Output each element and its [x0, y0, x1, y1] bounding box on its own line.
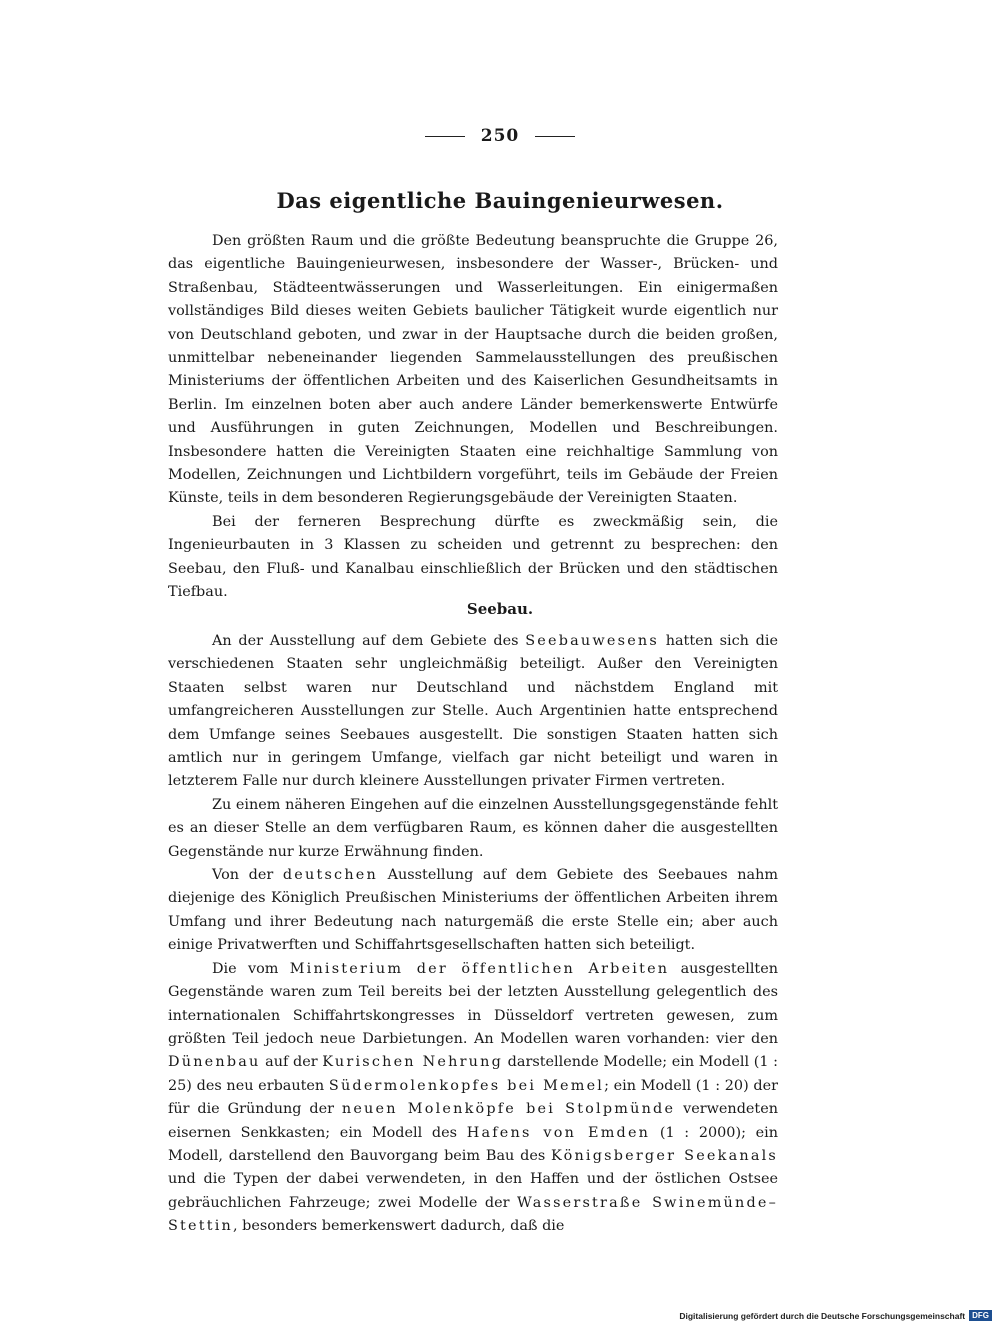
emphasis-text: Ministerium der öffentlichen Arbeiten [289, 960, 670, 977]
emphasis-text: Königsberger Seekanals [551, 1147, 778, 1164]
emphasis-text: Seebauwesens [525, 633, 659, 649]
emphasis-text: Kurischen Nehrung [322, 1054, 503, 1071]
emphasis-text: deutschen [282, 867, 378, 884]
paragraph: Den größten Raum und die größte Bedeutung beanspruchte die Gruppe 26, das eigentliche Bauingenieurwesen, insbesondere der Wasser-, Brücken- und Straßenbau, Städteentwässerungen und Wasserleitungen. Ein einigermaßen vollständiges Bild dieses weiten Gebiets baulicher Tätigkeit wurde eigentlich nur von Deutschland geboten, und zwar in der Hauptsache durch die beiden großen, unmittelbar nebeneinander liegenden Sammelausstellungen des preußischen Ministeriums der öffentlichen Arbeiten und des Kaiserlichen Gesundheitsamts in Berlin. Im einzelnen boten aber auch andere Länder bemerkenswerte Entwürfe und Ausführungen in guten Zeichnungen, Modellen und Beschreibungen. Insbesondere hatten die Vereinigten Staaten eine reichhaltige Sammlung von Modellen, Zeichnungen und Lichtbildern vorgeführt, teils im Gebäude der Freien Künste, teils in dem besonderen Regierungsgebäude der Vereinigten Staaten. [168, 233, 778, 507]
text-run: An der Ausstellung auf dem Gebiete des [212, 633, 526, 649]
page-header [0, 126, 1000, 146]
text-run: auf der [260, 1054, 323, 1071]
text-run: ; ein Modell (1 : 20) der für die Gründung der [168, 1077, 779, 1118]
emphasis-text: Wasserstraße Swinemünde–Stettin [168, 1194, 778, 1235]
text-run: ausgestellten Gegenstände waren zum Teil bereits bei der letzten Ausstellung gelegentlich des internationalen Schiffahrtskongresses in Düsseldorf vertreten gewesen, zum größten Teil jedoch neue Darbietungen. An Modellen waren vorhanden: vier den [168, 960, 779, 1047]
emphasis-text: Dünenbau [168, 1054, 261, 1071]
digitization-footer [679, 1310, 992, 1321]
dfg-logo: DFG [969, 1310, 992, 1321]
text-run: verwendeten eisernen Senkkasten; ein Modell des [168, 1101, 778, 1141]
text-run: darstellende Modelle; ein Modell (1 : 25) des neu erbauten [168, 1054, 778, 1094]
emphasis-text: Südermolenkopfes bei Memel [328, 1077, 605, 1094]
text-run: Ausstellung auf dem Gebiete des Seebaues nahm diejenige des Königlich Preußischen Ministeriums der öffentlichen Arbeiten ihrem Umfang und ihrer Bedeutung nach naturgemäß die erste Stelle ein; aber auch einige Privatwerften und Schiffahrtsgesellschaften hatten sich beteiligt. [168, 867, 779, 954]
text-run: Die vom [212, 960, 290, 977]
paragraph [168, 630, 778, 794]
text-run: , besonders bemerkenswert dadurch, daß die [233, 1218, 565, 1235]
footer-text: Digitalisierung gefördert durch die Deutsche Forschungsgemeinschaft [679, 1310, 966, 1321]
section-title: Das eigentliche Bauingenieurwesen. [276, 188, 724, 213]
paragraph [168, 958, 778, 1239]
paragraph: Zu einem näheren Eingehen auf die einzelnen Ausstellungsgegenstände fehlt es an dieser Stelle an dem verfügbaren Raum, es können daher die ausgestellten Gegenstände nur kurze Erwähnung finden. [168, 796, 778, 860]
text-run: Von der [212, 867, 283, 884]
emphasis-text: Hafens von Emden [466, 1124, 651, 1141]
page-number: 250 [480, 126, 520, 146]
paragraph [168, 864, 778, 958]
text-run: (1 : 2000); ein Modell, darstellend den Bauvorgang beim Bau des [168, 1124, 779, 1164]
header-rule-right [535, 136, 575, 137]
section-body-2 [168, 630, 778, 1239]
header-rule-left [425, 136, 465, 137]
emphasis-text: neuen Molenköpfe bei Stolpmünde [341, 1101, 676, 1118]
paragraph: Bei der ferneren Besprechung dürfte es zweckmäßig sein, die Ingenieurbauten in 3 Klassen zu scheiden und getrennt zu besprechen: den Seebau, den Fluß- und Kanalbau einschließlich der Brücken und den städtischen Tiefbau. [168, 513, 778, 601]
text-run: hatten sich die verschiedenen Staaten sehr ungleichmäßig beteiligt. Außer den Vereinigten Staaten selbst waren nur Deutschland und nächstdem England mit umfangreicheren Ausstellungen zur Stelle. Auch Argentinien hatte entsprechend dem Umfange seines Seebaues ausgestellt. Die sonstigen Staaten hatten sich amtlich nur in geringem Umfange, vielfach gar nicht beteiligt und waren in letzterem Falle nur durch kleinere Ausstellungen privater Firmen vertreten. [168, 633, 778, 790]
section-body-1 [168, 230, 778, 605]
subsection-heading: Seebau. [466, 600, 534, 618]
text-run: und die Typen der dabei verwendeten, in den Haffen und der östlichen Ostsee gebräuchlichen Fahrzeuge; zwei Modelle der [168, 1171, 778, 1211]
